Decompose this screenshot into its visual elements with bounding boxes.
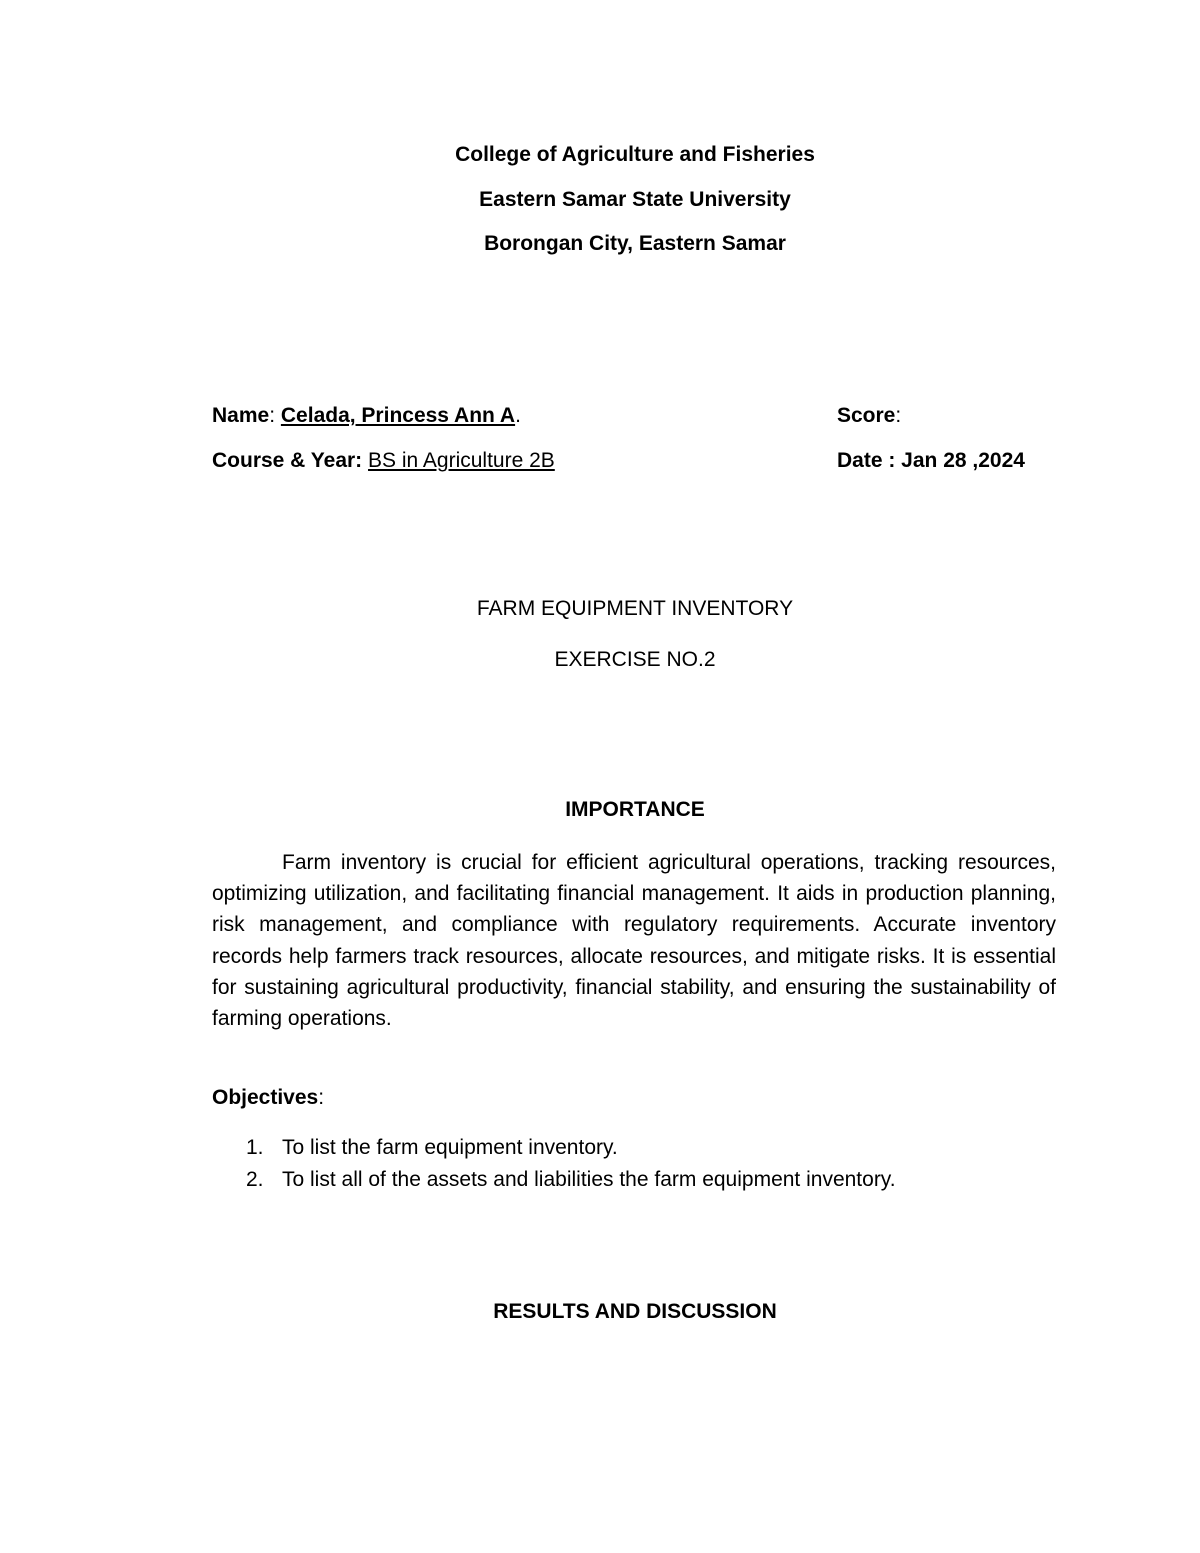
name-suffix: .: [515, 404, 521, 427]
results-heading: RESULTS AND DISCUSSION: [493, 1300, 777, 1323]
objective-item: [246, 1136, 618, 1160]
name-label: Name: [212, 404, 270, 427]
objectives-heading: [212, 1086, 324, 1110]
objectives-colon: :: [318, 1086, 325, 1109]
course-year-field: [212, 449, 555, 473]
score-field: [837, 404, 901, 428]
college-name: College of Agriculture and Fisheries: [455, 143, 815, 166]
date-field: Date : Jan 28 ,2024: [837, 449, 1025, 472]
objective-number: 2.: [246, 1168, 264, 1191]
course-year-value: BS in Agriculture 2B: [368, 449, 555, 472]
objective-item: [246, 1168, 896, 1192]
importance-paragraph: Farm inventory is crucial for efficient agricultural operations, tracking resources, optimizing utilization, and facilitating financial management. It aids in production planning, risk management, and compliance with regulatory requirements. Accurate inventory records help farmers track resources, allocate resources, and mitigate risks. It is essential for sustaining agricultural productivity, financial stability, and ensuring the sustainability of farming operations.: [212, 851, 1056, 1031]
university-location: Borongan City, Eastern Samar: [484, 232, 786, 255]
document-title: FARM EQUIPMENT INVENTORY: [476, 597, 794, 620]
score-colon: :: [895, 404, 902, 427]
university-name: Eastern Samar State University: [479, 188, 791, 211]
name-field: [212, 404, 521, 428]
objective-number: 1.: [246, 1136, 264, 1159]
importance-heading: IMPORTANCE: [565, 798, 705, 821]
exercise-number: EXERCISE NO.2: [554, 648, 716, 671]
objective-text: To list all of the assets and liabilities the farm equipment inventory.: [282, 1168, 896, 1191]
objective-text: To list the farm equipment inventory.: [282, 1136, 618, 1159]
course-year-label: Course & Year:: [212, 449, 363, 472]
name-colon: :: [269, 404, 276, 427]
objectives-label: Objectives: [212, 1086, 319, 1109]
name-value: Celada, Princess Ann A: [280, 404, 516, 427]
score-label: Score: [837, 404, 896, 427]
